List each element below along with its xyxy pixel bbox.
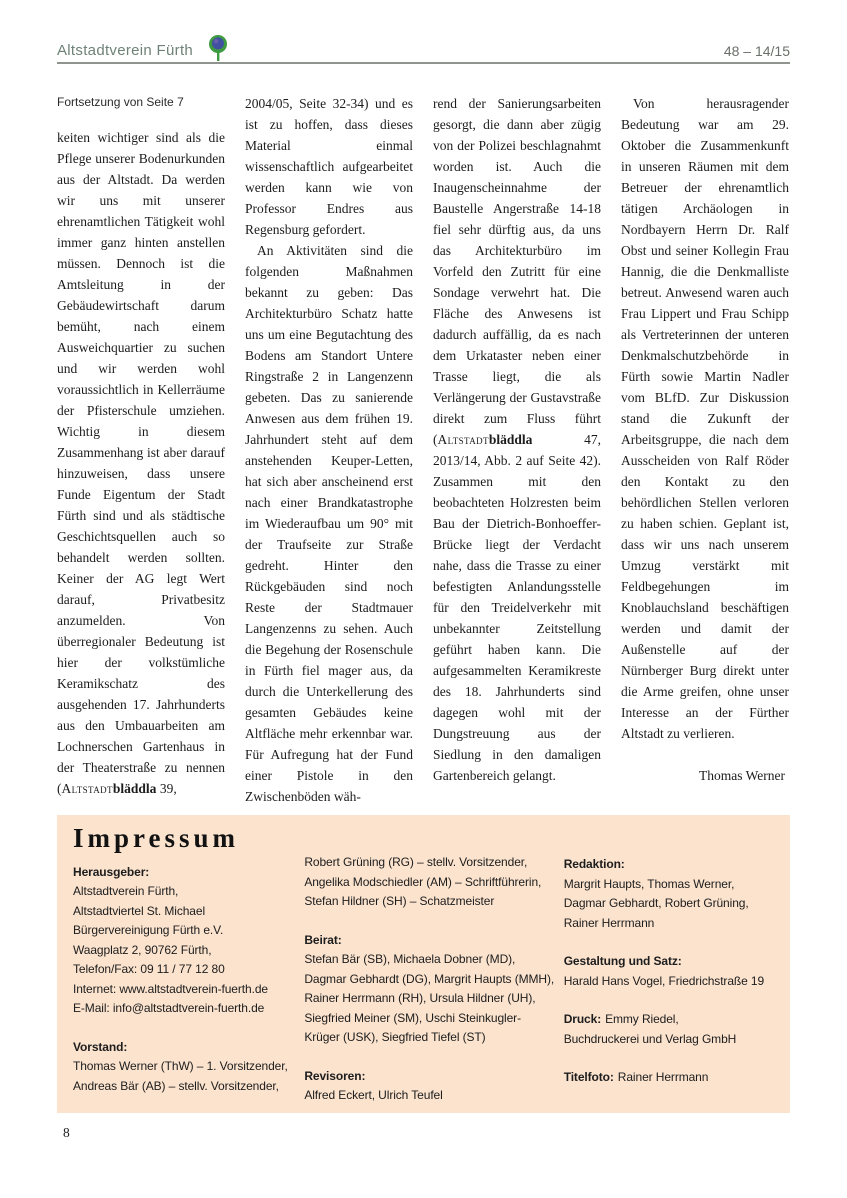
impressum-line: Buchdruckerei und Verlag GmbH [563,1031,737,1046]
impressum-line: Stefan Hildner (SH) – Schatzmeister [304,894,495,908]
impressum-line: Rainer Herrmann (RH), Ursula Hildner (UH), [304,991,536,1005]
impressum-line: Krüger (USK), Siegfried Tiefel (ST) [304,1030,486,1044]
impressum-column-2 [304,829,563,1101]
article-paragraph: keiten wichtiger sind als die Pflege unserer Bodenurkunden aus der Altstadt. Da werden wir uns mit unserer ehrenamtlichen Tätigkeit wohl immer ganz hinten anstellen müssen. Dennoch ist die Amtsleitung in der Gebäudewirtschaft darum bemüht, nach einem Ausweichquartier zu suchen und wir werden wohl voraussichtlich in Kellerräume der Pfisterschule umziehen. Wichtig in diesem Zusammenhang ist aber darauf hinzuweisen, dass unsere Funde Eigentum der Stadt Fürth sind und als städtische Geschichtsquellen auch so behandelt werden sollten. Keiner der AG legt Wert darauf, Privatbesitz anzumelden. Von überregionaler Bedeutung ist hier der volkstümliche Keramikschatz des ausgehenden 17. Jahrhunderts aus den Umbauarbeiten am Lochnerschen Gartenhaus in der Theaterstraße zu nennen (Altstadtbläddla 39, [57,130,225,796]
impressum-line: Andreas Bär (AB) – stellv. Vorsitzender, [73,1078,279,1093]
impressum-line: Alfred Eckert, Ulrich Teufel [304,1088,443,1102]
page-number: 8 [63,1125,70,1140]
impressum-line: Altstadtviertel St. Michael [73,903,206,918]
revisoren-block [304,1067,563,1106]
smallcaps-altstadt: Altstadt [437,432,489,447]
impressum-line: Titelfoto: Rainer Herrmann [563,1070,709,1084]
impressum-column-1 [73,823,304,1101]
redaktion-block [564,855,774,933]
impressum-line: Thomas Werner (ThW) – 1. Vorsitzender, [73,1059,288,1073]
impressum-heading: Gestaltung und Satz: [563,954,682,968]
impressum-column-3 [564,829,774,1101]
impressum-line: E-Mail: info@altstadtverein-fuerth.de [73,1001,265,1015]
article-paragraph: An Aktivitäten sind die folgenden Maßnahmen bekannt zu geben: Das Architekturbüro Schatz hatte uns um eine Begutachtung des Bodens am Standort Untere Ringstraße 2 in Langenzenn gebeten. Das zu sanierende Anwesen aus dem frühen 19. Jahrhundert steht auf dem anstehenden Keuper-Letten, hat sich aber anscheinend erst nach einer Brandkatastrophe im Wiederaufbau um 90° mit der Traufseite zur Straße gedreht. Hinter den Rückgebäuden sind noch Reste der Stadtmauer Langenzenns zu sehen. Auch die Begehung der Rosenschule in Fürth fiel mager aus, da durch die Unterkellerung des gesamten Gebäudes keine Altfläche mehr erkennbar war. Für Aufregung hat der Fund einer Pistole in den Zwischenböden wäh- [245,243,413,803]
article-column-2 [245,93,413,803]
smallcaps-altstadt: Altstadt [61,781,113,796]
impressum-line: Druck: Emmy Riedel, [563,1012,679,1026]
vorstand-block [73,1038,304,1097]
continuation-note: Fortsetzung von Seite 7 [57,95,184,109]
herausgeber-block [73,863,304,1019]
impressum-line: Waagplatz 2, 90762 Fürth, [73,942,212,957]
brand-label: Altstadtverein Fürth [57,42,194,59]
impressum-line: Dagmar Gebhardt, Robert Grüning, [563,896,749,910]
tree-icon [207,34,229,62]
impressum-line: Margrit Haupts, Thomas Werner, [563,876,735,891]
article-paragraph: 2004/05, Seite 32-34) und es ist zu hoffen, dass dieses Material einmal wissenschaftlich aufgearbeitet werden kann wie von Professor Endres aus Regensburg gefordert. [245,96,413,237]
impressum-line: Bürgervereinigung Fürth e.V. [73,923,224,937]
gestaltung-block [564,952,774,991]
article-paragraph: Von herausragender Bedeutung war am 29. Oktober die Zusammenkunft in unseren Räumen mit dem Betreuer der ehrenamtlich tätigen Archäologen in Nordbayern Herrn Dr. Ralf Obst und seiner Kollegin Frau Hannig, die die Denkmalliste betreut. Anwesend waren auch Frau Lippert und Frau Schipp als Vertreterinnen der unteren Denkmalschutzbehörde in Fürth sowie Martin Nadler vom BLfD. Zur Diskussion stand die Zukunft der Arbeitsgruppe, die nach dem Ausscheiden von Ralf Röder den Kontakt zu den behördlichen Stellen verloren zu haben schien. Geplant ist, dass wir uns nach unserem Umzug verstärkt mit Feldbegehungen im Knoblauchsland beschäftigen werden und damit der Außenstelle auf der Nürnberger Burg direkt unter die Arme greifen, ohne unser Interesse an der Fürther Altstadt zu verlieren. [621,96,789,741]
article-column-1 [57,93,225,803]
page-header [57,34,790,64]
impressum-line: Robert Grüning (RG) – stellv. Vorsitzender, [304,855,528,869]
impressum-heading: Titelfoto: [563,1070,614,1084]
impressum-line: Harald Hans Vogel, Friedrichstraße 19 [563,973,765,988]
titelfoto-block [564,1068,774,1088]
impressum-heading: Beirat: [304,932,342,947]
impressum-heading: Revisoren: [304,1068,366,1083]
beirat-block [304,931,563,1048]
vorstand-continued-block [304,853,563,912]
impressum-line: Angelika Modschiedler (AM) – Schriftführerin, [304,874,542,889]
brand [57,34,229,62]
bold-blaeddla: bläddla [112,781,157,796]
impressum-line: Stefan Bär (SB), Michaela Dobner (MD), [304,952,516,966]
impressum-heading: Vorstand: [73,1039,128,1054]
impressum-line: Internet: www.altstadtverein-fuerth.de [73,981,268,996]
impressum-heading: Herausgeber: [73,864,150,879]
impressum-line: Altstadtverein Fürth, [73,884,179,898]
impressum-line: Rainer Herrmann [563,915,655,930]
article [57,93,789,803]
impressum-box [57,815,790,1113]
impressum-line: Siegfried Meiner (SM), Uschi Steinkugler- [304,1010,521,1025]
impressum-line: Dagmar Gebhardt (DG), Margrit Haupts (MMH), [304,971,555,986]
impressum-heading: Redaktion: [563,857,625,871]
bold-blaeddla: bläddla [488,432,533,447]
article-paragraph: rend der Sanierungsarbeiten gesorgt, die dann aber zügig von der Polizei beschlagnahmt worden ist. Auch die Inaugenscheinnahme der Baustelle Angerstraße 14-18 fiel sehr dürftig aus, da uns das Architekturbüro im Vorfeld den Zutritt für eine Sondage verwehrt hat. Die Fläche des Anwesens ist dadurch auffällig, da es nach dem Urkataster neben einer Trasse liegt, die als Verlängerung der Gustavstraße direkt zum Fluss führt (Altstadtbläddla 47, 2013/14, Abb. 2 auf Seite 42). Zusammen mit den beobachteten Holzresten beim Bau der Dietrich-Bonhoeffer-Brücke liegt der Verdacht nahe, dass die Trasse zu einer befestigten Anlandungsstelle für den Treidelverkehr mit unbekannter Zeitstellung geführt haben kann. Die aufgesammelten Keramikreste des 18. Jahrhunderts sind dagegen wohl mit der Dungstreuung aus der Siedlung in den damaligen Gartenbereich gelangt. [433,96,601,783]
druck-block [564,1010,774,1049]
impressum-heading: Druck: [563,1012,602,1026]
article-column-3 [433,93,601,803]
impressum-line: Telefon/Fax: 09 11 / 77 12 80 [73,962,225,976]
impressum-title: Impressum [73,823,240,853]
author-signature: Thomas Werner [698,768,785,783]
article-column-4 [621,93,789,803]
issue-number: 48 – 14/15 [723,43,790,59]
